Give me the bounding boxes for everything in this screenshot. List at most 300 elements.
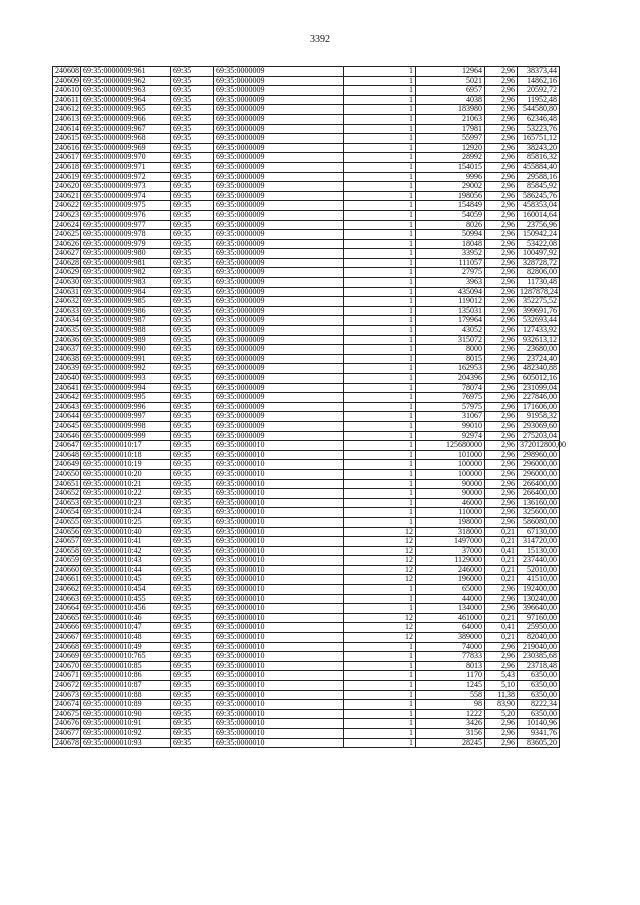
cadastral-block-cell: 69:35:0000009	[214, 258, 344, 268]
area-cell: 3963	[416, 278, 485, 288]
value-cell: 53422,08	[518, 239, 560, 249]
group-cell: 1	[344, 239, 416, 249]
area-cell: 50994	[416, 230, 485, 240]
area-cell: 44000	[416, 594, 485, 604]
rate-cell: 2,96	[485, 268, 518, 278]
cadastral-block-cell: 69:35:0000009	[214, 287, 344, 297]
page-number: 3392	[310, 34, 330, 45]
row-number-cell: 240627	[53, 249, 81, 259]
group-cell: 1	[344, 441, 416, 451]
row-number-cell: 240673	[53, 690, 81, 700]
rate-cell: 2,96	[485, 95, 518, 105]
district-code-cell: 69:35	[171, 508, 214, 518]
area-cell: 98	[416, 700, 485, 710]
value-cell: 325600,00	[518, 508, 560, 518]
cadastral-block-cell: 69:35:0000009	[214, 76, 344, 86]
cadastral-block-cell: 69:35:0000009	[214, 249, 344, 259]
cadastral-block-cell: 69:35:0000009	[214, 402, 344, 412]
value-cell: 23756,96	[518, 220, 560, 230]
row-number-cell: 240660	[53, 565, 81, 575]
value-cell: 41510,00	[518, 575, 560, 585]
rate-cell: 2,96	[485, 335, 518, 345]
cadastral-number-cell: 69:35:0000010:22	[81, 489, 171, 499]
group-cell: 1	[344, 738, 416, 748]
cadastral-block-cell: 69:35:0000010	[214, 728, 344, 738]
group-cell: 12	[344, 623, 416, 633]
district-code-cell: 69:35	[171, 364, 214, 374]
district-code-cell: 69:35	[171, 258, 214, 268]
district-code-cell: 69:35	[171, 162, 214, 172]
cadastral-number-cell: 69:35:0000010:25	[81, 517, 171, 527]
group-cell: 1	[344, 489, 416, 499]
district-code-cell: 69:35	[171, 105, 214, 115]
row-number-cell: 240677	[53, 728, 81, 738]
district-code-cell: 69:35	[171, 719, 214, 729]
area-cell: 101000	[416, 450, 485, 460]
group-cell: 1	[344, 374, 416, 384]
area-cell: 55997	[416, 134, 485, 144]
row-number-cell: 240658	[53, 546, 81, 556]
group-cell: 1	[344, 220, 416, 230]
cadastral-number-cell: 69:35:0000010:18	[81, 450, 171, 460]
table-row	[53, 681, 560, 691]
district-code-cell: 69:35	[171, 114, 214, 124]
cadastral-block-cell: 69:35:0000009	[214, 114, 344, 124]
cadastral-number-cell: 69:35:0000009:993	[81, 374, 171, 384]
value-cell: 396640,00	[518, 604, 560, 614]
district-code-cell: 69:35	[171, 575, 214, 585]
row-number-cell: 240641	[53, 383, 81, 393]
cadastral-number-cell: 69:35:0000010:93	[81, 738, 171, 748]
cadastral-block-cell: 69:35:0000009	[214, 191, 344, 201]
district-code-cell: 69:35	[171, 690, 214, 700]
cadastral-number-cell: 69:35:0000009:970	[81, 153, 171, 163]
table-row	[53, 633, 560, 643]
cadastral-block-cell: 69:35:0000010	[214, 652, 344, 662]
area-cell: 12964	[416, 67, 485, 77]
group-cell: 1	[344, 585, 416, 595]
cadastral-block-cell: 69:35:0000009	[214, 345, 344, 355]
cadastral-block-cell: 69:35:0000009	[214, 354, 344, 364]
group-cell: 1	[344, 76, 416, 86]
value-cell: 314720,00	[518, 537, 560, 547]
rate-cell: 2,96	[485, 114, 518, 124]
group-cell: 1	[344, 681, 416, 691]
value-cell: 11952,48	[518, 95, 560, 105]
rate-cell: 2,96	[485, 450, 518, 460]
table-row	[53, 604, 560, 614]
district-code-cell: 69:35	[171, 613, 214, 623]
area-cell: 9996	[416, 172, 485, 182]
area-cell: 246000	[416, 565, 485, 575]
cadastral-block-cell: 69:35:0000009	[214, 393, 344, 403]
rate-cell: 2,96	[485, 374, 518, 384]
table-row	[53, 374, 560, 384]
district-code-cell: 69:35	[171, 517, 214, 527]
group-cell: 1	[344, 431, 416, 441]
cadastral-block-cell: 69:35:0000009	[214, 335, 344, 345]
value-cell: 82806,00	[518, 268, 560, 278]
row-number-cell: 240611	[53, 95, 81, 105]
cadastral-number-cell: 69:35:0000009:982	[81, 268, 171, 278]
area-cell: 100000	[416, 460, 485, 470]
area-cell: 99010	[416, 421, 485, 431]
cadastral-block-cell: 69:35:0000010	[214, 623, 344, 633]
row-number-cell: 240633	[53, 306, 81, 316]
rate-cell: 5,10	[485, 681, 518, 691]
row-number-cell: 240613	[53, 114, 81, 124]
rate-cell: 2,96	[485, 86, 518, 96]
table-row	[53, 460, 560, 470]
group-cell: 12	[344, 613, 416, 623]
rate-cell: 0,41	[485, 546, 518, 556]
row-number-cell: 240621	[53, 191, 81, 201]
row-number-cell: 240629	[53, 268, 81, 278]
value-cell: 6350,00	[518, 690, 560, 700]
value-cell: 231099,04	[518, 383, 560, 393]
district-code-cell: 69:35	[171, 67, 214, 77]
table-row	[53, 201, 560, 211]
value-cell: 328728,72	[518, 258, 560, 268]
row-number-cell: 240646	[53, 431, 81, 441]
rate-cell: 2,96	[485, 498, 518, 508]
cadastral-number-cell: 69:35:0000009:975	[81, 201, 171, 211]
district-code-cell: 69:35	[171, 623, 214, 633]
group-cell: 12	[344, 565, 416, 575]
district-code-cell: 69:35	[171, 671, 214, 681]
cadastral-block-cell: 69:35:0000010	[214, 661, 344, 671]
row-number-cell: 240643	[53, 402, 81, 412]
cadastral-number-cell: 69:35:0000010:44	[81, 565, 171, 575]
row-number-cell: 240610	[53, 86, 81, 96]
value-cell: 266400,00	[518, 489, 560, 499]
value-cell: 275203,04	[518, 431, 560, 441]
cadastral-number-cell: 69:35:0000010:43	[81, 556, 171, 566]
row-number-cell: 240639	[53, 364, 81, 374]
group-cell: 1	[344, 671, 416, 681]
table-row	[53, 230, 560, 240]
row-number-cell: 240637	[53, 345, 81, 355]
row-number-cell: 240666	[53, 623, 81, 633]
cadastral-block-cell: 69:35:0000009	[214, 230, 344, 240]
group-cell: 1	[344, 335, 416, 345]
value-cell: 230385,68	[518, 652, 560, 662]
rate-cell: 5,20	[485, 709, 518, 719]
row-number-cell: 240638	[53, 354, 81, 364]
group-cell: 1	[344, 249, 416, 259]
cadastral-number-cell: 69:35:0000009:978	[81, 230, 171, 240]
district-code-cell: 69:35	[171, 565, 214, 575]
area-cell: 78074	[416, 383, 485, 393]
cadastral-number-cell: 69:35:0000009:969	[81, 143, 171, 153]
cadastral-block-cell: 69:35:0000010	[214, 633, 344, 643]
row-number-cell: 240635	[53, 326, 81, 336]
value-cell: 25950,00	[518, 623, 560, 633]
cadastral-block-cell: 69:35:0000010	[214, 700, 344, 710]
rate-cell: 0,21	[485, 633, 518, 643]
cadastral-number-cell: 69:35:0000009:967	[81, 124, 171, 134]
cadastral-block-cell: 69:35:0000010	[214, 594, 344, 604]
value-cell: 85816,32	[518, 153, 560, 163]
district-code-cell: 69:35	[171, 268, 214, 278]
value-cell: 11730,48	[518, 278, 560, 288]
table-row	[53, 441, 560, 451]
rate-cell: 0,21	[485, 556, 518, 566]
table-row	[53, 700, 560, 710]
value-cell: 38243,20	[518, 143, 560, 153]
rate-cell: 0,21	[485, 575, 518, 585]
rate-cell: 11,38	[485, 690, 518, 700]
rate-cell: 2,96	[485, 278, 518, 288]
table-row	[53, 738, 560, 748]
district-code-cell: 69:35	[171, 249, 214, 259]
row-number-cell: 240626	[53, 239, 81, 249]
value-cell: 23680,00	[518, 345, 560, 355]
cadastral-block-cell: 69:35:0000009	[214, 278, 344, 288]
rate-cell: 2,96	[485, 412, 518, 422]
cadastral-number-cell: 69:35:0000010:42	[81, 546, 171, 556]
cadastral-block-cell: 69:35:0000009	[214, 201, 344, 211]
cadastral-block-cell: 69:35:0000009	[214, 268, 344, 278]
group-cell: 12	[344, 537, 416, 547]
table-row	[53, 153, 560, 163]
cadastral-number-cell: 69:35:0000010:41	[81, 537, 171, 547]
row-number-cell: 240645	[53, 421, 81, 431]
district-code-cell: 69:35	[171, 354, 214, 364]
cadastral-number-cell: 69:35:0000009:981	[81, 258, 171, 268]
area-cell: 183980	[416, 105, 485, 115]
district-code-cell: 69:35	[171, 700, 214, 710]
cadastral-block-cell: 69:35:0000010	[214, 585, 344, 595]
rate-cell: 2,96	[485, 153, 518, 163]
rate-cell: 0,21	[485, 565, 518, 575]
group-cell: 12	[344, 546, 416, 556]
cadastral-block-cell: 69:35:0000010	[214, 613, 344, 623]
group-cell: 1	[344, 297, 416, 307]
area-cell: 76975	[416, 393, 485, 403]
group-cell: 1	[344, 201, 416, 211]
cadastral-block-cell: 69:35:0000010	[214, 489, 344, 499]
area-cell: 198056	[416, 191, 485, 201]
cadastral-block-cell: 69:35:0000009	[214, 220, 344, 230]
cadastral-block-cell: 69:35:0000010	[214, 508, 344, 518]
cadastral-number-cell: 69:35:0000009:971	[81, 162, 171, 172]
rate-cell: 2,96	[485, 402, 518, 412]
cadastral-block-cell: 69:35:0000009	[214, 182, 344, 192]
rate-cell: 2,96	[485, 393, 518, 403]
district-code-cell: 69:35	[171, 393, 214, 403]
cadastral-number-cell: 69:35:0000009:985	[81, 297, 171, 307]
cadastral-number-cell: 69:35:0000009:968	[81, 134, 171, 144]
group-cell: 1	[344, 345, 416, 355]
district-code-cell: 69:35	[171, 143, 214, 153]
cadastral-block-cell: 69:35:0000009	[214, 134, 344, 144]
table-row	[53, 556, 560, 566]
row-number-cell: 240622	[53, 201, 81, 211]
area-cell: 92974	[416, 431, 485, 441]
district-code-cell: 69:35	[171, 652, 214, 662]
area-cell: 18048	[416, 239, 485, 249]
row-number-cell: 240653	[53, 498, 81, 508]
group-cell: 1	[344, 182, 416, 192]
cadastral-number-cell: 69:35:0000009:976	[81, 210, 171, 220]
district-code-cell: 69:35	[171, 383, 214, 393]
value-cell: 62346,48	[518, 114, 560, 124]
row-number-cell: 240656	[53, 527, 81, 537]
row-number-cell: 240661	[53, 575, 81, 585]
rate-cell: 5,43	[485, 671, 518, 681]
table-row	[53, 114, 560, 124]
table-row	[53, 326, 560, 336]
rate-cell: 2,96	[485, 383, 518, 393]
group-cell: 1	[344, 402, 416, 412]
value-cell: 52010,00	[518, 565, 560, 575]
value-cell: 14862,16	[518, 76, 560, 86]
cadastral-block-cell: 69:35:0000009	[214, 210, 344, 220]
area-cell: 198000	[416, 517, 485, 527]
district-code-cell: 69:35	[171, 728, 214, 738]
cadastral-number-cell: 69:35:0000010:17	[81, 441, 171, 451]
table-row	[53, 182, 560, 192]
row-number-cell: 240616	[53, 143, 81, 153]
area-cell: 28992	[416, 153, 485, 163]
area-cell: 37000	[416, 546, 485, 556]
cadastral-number-cell: 69:35:0000010:88	[81, 690, 171, 700]
row-number-cell: 240657	[53, 537, 81, 547]
value-cell: 29588,16	[518, 172, 560, 182]
value-cell: 130240,00	[518, 594, 560, 604]
cadastral-number-cell: 69:35:0000010:85	[81, 661, 171, 671]
rate-cell: 2,96	[485, 431, 518, 441]
cadastral-number-cell: 69:35:0000009:964	[81, 95, 171, 105]
row-number-cell: 240615	[53, 134, 81, 144]
cadastral-number-cell: 69:35:0000010:86	[81, 671, 171, 681]
rate-cell: 2,96	[485, 201, 518, 211]
cadastral-block-cell: 69:35:0000010	[214, 498, 344, 508]
area-cell: 110000	[416, 508, 485, 518]
cadastral-number-cell: 69:35:0000009:996	[81, 402, 171, 412]
rate-cell: 2,96	[485, 182, 518, 192]
value-cell: 219040,00	[518, 642, 560, 652]
area-cell: 111057	[416, 258, 485, 268]
group-cell: 1	[344, 105, 416, 115]
value-cell: 6350,00	[518, 709, 560, 719]
value-cell: 372012800,00	[518, 441, 560, 451]
cadastral-number-cell: 69:35:0000010:49	[81, 642, 171, 652]
rate-cell: 2,96	[485, 172, 518, 182]
group-cell: 1	[344, 114, 416, 124]
cadastral-number-cell: 69:35:0000010:91	[81, 719, 171, 729]
area-cell: 28245	[416, 738, 485, 748]
group-cell: 1	[344, 709, 416, 719]
district-code-cell: 69:35	[171, 681, 214, 691]
group-cell: 1	[344, 364, 416, 374]
rate-cell: 2,96	[485, 642, 518, 652]
group-cell: 1	[344, 67, 416, 77]
value-cell: 455884,40	[518, 162, 560, 172]
rate-cell: 2,96	[485, 661, 518, 671]
area-cell: 8015	[416, 354, 485, 364]
row-number-cell: 240671	[53, 671, 81, 681]
value-cell: 85845,92	[518, 182, 560, 192]
value-cell: 10140,96	[518, 719, 560, 729]
area-cell: 77833	[416, 652, 485, 662]
value-cell: 352275,52	[518, 297, 560, 307]
value-cell: 192400,00	[518, 585, 560, 595]
district-code-cell: 69:35	[171, 278, 214, 288]
rate-cell: 2,96	[485, 124, 518, 134]
district-code-cell: 69:35	[171, 306, 214, 316]
value-cell: 458353,04	[518, 201, 560, 211]
row-number-cell: 240659	[53, 556, 81, 566]
table-row	[53, 278, 560, 288]
cadastral-block-cell: 69:35:0000010	[214, 671, 344, 681]
cadastral-block-cell: 69:35:0000009	[214, 306, 344, 316]
row-number-cell: 240625	[53, 230, 81, 240]
area-cell: 21063	[416, 114, 485, 124]
area-cell: 135031	[416, 306, 485, 316]
row-number-cell: 240669	[53, 652, 81, 662]
district-code-cell: 69:35	[171, 421, 214, 431]
cadastral-block-cell: 69:35:0000010	[214, 575, 344, 585]
area-cell: 125680000	[416, 441, 485, 451]
area-cell: 31067	[416, 412, 485, 422]
district-code-cell: 69:35	[171, 402, 214, 412]
group-cell: 1	[344, 95, 416, 105]
row-number-cell: 240634	[53, 316, 81, 326]
value-cell: 605012,16	[518, 374, 560, 384]
table-row	[53, 86, 560, 96]
rate-cell: 2,96	[485, 489, 518, 499]
area-cell: 179964	[416, 316, 485, 326]
value-cell: 23724,40	[518, 354, 560, 364]
cadastral-block-cell: 69:35:0000009	[214, 172, 344, 182]
area-cell: 315072	[416, 335, 485, 345]
table-row	[53, 652, 560, 662]
cadastral-number-cell: 69:35:0000009:992	[81, 364, 171, 374]
group-cell: 1	[344, 124, 416, 134]
area-cell: 1129000	[416, 556, 485, 566]
district-code-cell: 69:35	[171, 230, 214, 240]
district-code-cell: 69:35	[171, 527, 214, 537]
district-code-cell: 69:35	[171, 604, 214, 614]
district-code-cell: 69:35	[171, 86, 214, 96]
value-cell: 586080,00	[518, 517, 560, 527]
cadastral-number-cell: 69:35:0000009:989	[81, 335, 171, 345]
district-code-cell: 69:35	[171, 460, 214, 470]
group-cell: 1	[344, 450, 416, 460]
cadastral-block-cell: 69:35:0000009	[214, 412, 344, 422]
cadastral-number-cell: 69:35:0000009:973	[81, 182, 171, 192]
value-cell: 15130,00	[518, 546, 560, 556]
district-code-cell: 69:35	[171, 287, 214, 297]
rate-cell: 2,96	[485, 421, 518, 431]
value-cell: 67130,00	[518, 527, 560, 537]
district-code-cell: 69:35	[171, 182, 214, 192]
area-cell: 74000	[416, 642, 485, 652]
cadastral-block-cell: 69:35:0000010	[214, 527, 344, 537]
row-number-cell: 240674	[53, 700, 81, 710]
rate-cell: 83,90	[485, 700, 518, 710]
row-number-cell: 240648	[53, 450, 81, 460]
row-number-cell: 240651	[53, 479, 81, 489]
cadastral-block-cell: 69:35:0000010	[214, 709, 344, 719]
row-number-cell: 240667	[53, 633, 81, 643]
row-number-cell: 240663	[53, 594, 81, 604]
group-cell: 1	[344, 268, 416, 278]
group-cell: 1	[344, 143, 416, 153]
area-cell: 3426	[416, 719, 485, 729]
